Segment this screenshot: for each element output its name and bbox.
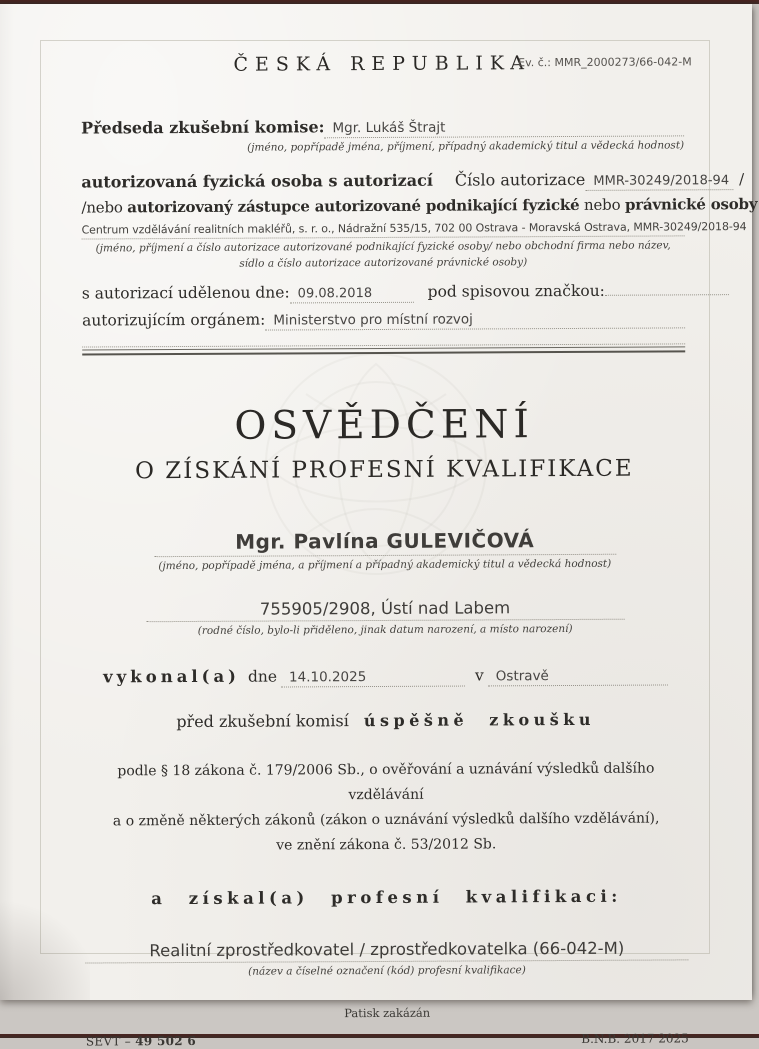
certificate-subtitle: O ZÍSKÁNÍ PROFESNÍ KVALIFIKACE — [134, 455, 634, 485]
sevt-number: 49 502 6 — [135, 1033, 197, 1049]
legal-line-2: a o změně některých zákonů (zákon o uznávání výsledků dalšího vzdělávání), — [112, 810, 660, 830]
legal-line-3: ve znění zákona č. 53/2012 Sb. — [276, 836, 497, 854]
date-word: dne — [247, 667, 278, 686]
granted-date-field: 09.08.2018 — [290, 286, 414, 304]
authorization-number-field: MMR-30249/2018-94 — [585, 173, 733, 191]
document-header — [81, 51, 692, 82]
nebo-prefix: /nebo — [81, 198, 128, 217]
certificate-content — [0, 2, 758, 1049]
granted-date-label: s autorizací udělenou dne: — [81, 283, 290, 303]
exam-date-field: 14.10.2025 — [281, 669, 465, 688]
file-reference-field — [605, 293, 729, 296]
authorized-representative-line — [81, 194, 758, 217]
committee-chair-label: Předseda zkušební komise: — [80, 117, 325, 138]
authorizing-body-row — [82, 308, 685, 331]
sevt-code — [86, 1034, 196, 1049]
holder-name-caption: (jméno, popřípadě jména, a příjmení a případný akademický titul a vědecká hodnost) — [158, 557, 612, 573]
no-reprint-notice: Patisk zakázán — [344, 1005, 431, 1021]
slash-separator: / — [739, 170, 745, 189]
holder-birth-caption: (rodné číslo, bylo-li přiděleno, jinak datum narození, a místo narození) — [197, 622, 573, 637]
before-committee-text: před zkušební komisí — [176, 711, 349, 732]
legal-basis-paragraph — [84, 756, 688, 859]
sevt-prefix: SEVT – — [85, 1034, 136, 1049]
committee-chair-caption: (jméno, popřípadě jména, příjmení, případný akademický titul a vědecká hodnost) — [247, 139, 685, 154]
legal-entity-bold-text: právnické osoby — [624, 194, 758, 214]
holder-birth-field: 755905/2908, Ústí nad Labem — [146, 598, 624, 623]
bnb-code: B.N.B. 2017 2025 — [581, 1031, 689, 1046]
evidence-number: Ev. č.: MMR_2000273/66-042-M — [518, 55, 692, 70]
authorization-number-label: Číslo autorizace — [454, 169, 586, 190]
certificate-page — [0, 4, 758, 1049]
exam-date-row — [84, 664, 687, 688]
legal-line-1: podle § 18 zákona č. 179/2006 Sb., o ověřování a uznávání výsledků dalšího vzdělávání — [117, 760, 655, 804]
committee-chair-field: Mgr. Lukáš Štrajt — [324, 118, 684, 138]
holder-name-field: Mgr. Pavlína GULEVIČOVÁ — [154, 528, 616, 557]
authorizing-body-label: autorizujícím orgánem: — [81, 310, 266, 330]
double-rule-separator — [82, 346, 685, 355]
authorizing-body-field: Ministerstvo pro místní rozvoj — [265, 310, 685, 330]
nebo-mid: nebo — [579, 195, 625, 214]
company-caption-line2: sídlo a číslo autorizace autorizované právnické osoby) — [239, 256, 528, 270]
committee-chair-row — [81, 115, 684, 139]
company-caption-line1: (jméno, příjmení a číslo autorizace autorizované podnikající fyzické osoby/ nebo obchodní firma nebo název, — [95, 239, 671, 255]
gained-qualification-label: a získal(a) profesní kvalifikaci: — [151, 886, 622, 909]
authorization-granted-row — [82, 281, 685, 304]
qualification-name-field: Realitní zprostředkovatel / zprostředkovatelka (66-042-M) — [85, 938, 688, 963]
success-text: úspěšně zkoušku — [363, 709, 596, 731]
performed-label: vykonal(a) — [103, 666, 240, 687]
authorized-person-label: autorizovaná fyzická osoba s autorizací — [81, 170, 433, 192]
exam-result-line — [84, 709, 687, 731]
authorized-company-field: Centrum vzdělávání realitních makléřů, s. r. o., Nádražní 535/15, 702 00 Ostrava - Moravská Ostrava, MMR-30249/2018-94 — [82, 220, 685, 239]
exam-place-field: Ostravě — [488, 667, 668, 686]
representative-bold-text: autorizovaný zástupce autorizované podnikající fyzické — [127, 195, 580, 217]
qualification-caption: (název a číselné označení (kód) profesní kvalifikace) — [248, 964, 526, 978]
certificate-title: OSVĚDČENÍ — [234, 402, 534, 449]
in-word: v — [474, 666, 484, 685]
country-title: ČESKÁ REPUBLIKA — [233, 52, 531, 76]
file-reference-label: pod spisovou značkou: — [427, 281, 605, 301]
authorized-person-row — [81, 169, 745, 193]
